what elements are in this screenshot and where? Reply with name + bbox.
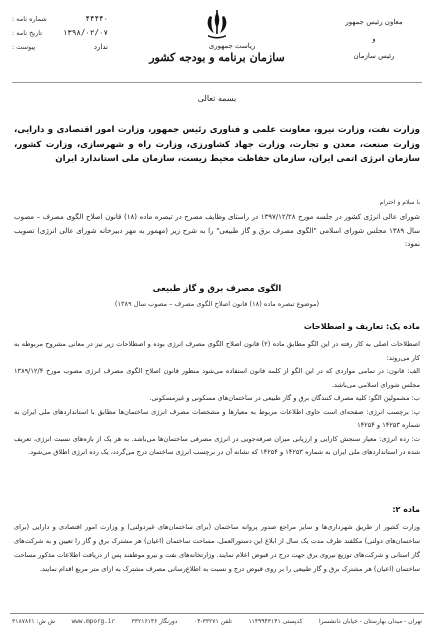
document-subtitle: (موضوع تبصره ماده (۱۸) قانون اصلاح الگوی مصرف – مصوب سال ۱۳۸۹)	[114, 300, 320, 308]
definition-pe: پ: برچسب انرژی: صفحه‌ای است حاوی اطلاعات مربوط به معیارها و مشخصات مصرف انرژی ساختمان‌ها مطابق با استانداردهای ملی ایران به شماره ۱۴۲۵۳ و ۱۴۲۵۴	[14, 407, 420, 429]
definition-be: ب: مشمولین الگو: کلیه مصرف کنندگان برق و گاز طبیعی در ساختمان‌های مسکونی و غیرمسکونی.	[149, 394, 420, 402]
vp-line-3: رئیس سازمان	[353, 52, 395, 60]
footer-doc-id: ش ش: ۳۱۸۷۸۶۱	[12, 618, 56, 625]
addressees: وزارت نفت، وزارت نیرو، معاونت علمی و فناوری رئیس جمهور، وزارت امور اقتصادی و دارایی، وزارت صنعت، معدن و تجارت، وزارت جهاد کشاورزی، وزارت راه و شهرسازی، وزارت کشور، سازمان انرژی اتمی ایران، سازمان حفاظت محیط زیست، سازمان ملی استاندارد ایران	[14, 125, 420, 164]
intro-paragraph: شورای عالی انرژی کشور در جلسه مورخ ۱۳۹۷/۱۲/۲۸ در راستای وظایف مصرح در تبصره ماده (۱۸) قانون اصلاح الگوی مصرف – مصوب سال ۱۳۸۹ مجلس شورای اسلامی "الگوی مصرف برق و گاز طبیعی" را به شرح زیر (مهمور به مهر دبیرخانه شورای عالی انرژی) تصویب نمود:	[14, 213, 420, 249]
meta-date-row	[12, 26, 108, 40]
section-1-body	[14, 338, 420, 460]
meta-number-row	[12, 12, 108, 26]
definition-te: ت: رده انرژی: معیار سنجش کارایی و ارزیابی میزان صرفه‌جویی در انرژی مصرفی ساختمان‌ها می‌باشد. به هر یک از بازه‌های نسبت انرژی، تعریف شده در استانداردهای ملی ایران به شماره ۱۴۲۵۳ و ۱۴۲۵۴ که نشانه آن در برچسب انرژی ساختمان درج می‌گردد، یک رده انرژی اطلاق می‌شود.	[14, 434, 420, 456]
footer	[0, 618, 434, 625]
section-1-heading: ماده یک: تعاریف و اصطلاحات	[303, 322, 420, 331]
letter-attachment: ندارد	[93, 43, 108, 51]
section-2-heading: ماده ۲:	[392, 505, 420, 514]
letter-number: ۴۴۴۴۰	[85, 14, 108, 23]
footer-divider	[10, 613, 424, 614]
document-title: الگوی مصرف برق و گاز طبیعی	[152, 283, 282, 293]
letter-date: ۱۳۹۸/۰۲/۰۷	[62, 28, 108, 37]
org-subtitle: ریاست جمهوری	[208, 42, 256, 50]
org-name: سازمان برنامه و بودجه کشور	[149, 51, 285, 64]
footer-fax: دورنگار ۳۳۲۱۶۱۴۶	[131, 618, 178, 625]
footer-postal: کدپستی ۱۱۴۹۹۴۳۱۴۱	[248, 618, 303, 625]
definition-alef: الف: قانون: در تمامی مواردی که در این الگو از کلمه قانون استفاده می‌شود منظور قانون اصلاح الگوی مصرف انرژی مصوب مورخ ۱۳۸۹/۱۲/۴ مجلس شورای اسلامی می‌باشد.	[14, 367, 420, 389]
section-2-body: وزارت کشور از طریق شهرداری‌ها و سایر مراجع صدور پروانه ساختمان (برای ساختمان‌های غیردولتی) و وزارت امور اقتصادی و دارایی (برای ساختمان‌های دولتی) مکلفند ظرف مدت یک سال از ابلاغ این دستورالعمل، مساحت ساختمان (اعیان) هر مشترک برق و گاز را تعیین و به شرکت‌های گاز استانی و شرکت‌های توزیع نیروی برق جهت درج در قبوض اعلام نمایند. وزارتخانه‌های نفت و نیرو موظفند پس از دریافت اطلاعات مذکور مساحت ساختمان (اعیان) هر مشترک برق و گاز طبیعی را بر روی قبوض درج و نسبت به اطلاع‌رسانی مصرف مشترک به ازای متر مربع اقدام نمایند.	[14, 523, 420, 574]
bismillah: بسمه تعالی	[197, 94, 237, 103]
section-1-intro: اصطلاحات اصلی به کار رفته در این الگو مطابق ماده (۲) قانون اصلاح الگوی مصرف انرژی بوده و اصطلاحات زیر نیز در معانی مشروح مربوطه به کار می‌روند:	[14, 340, 420, 362]
footer-website[interactable]: www.mporg.ir	[71, 618, 115, 625]
letter-number-label: شماره نامه :	[12, 15, 47, 23]
salutation: با سلام و احترام	[379, 199, 420, 206]
header-divider	[12, 82, 422, 83]
footer-phone: تلفن ۳۳۲۷۱-۰۴	[193, 618, 232, 625]
iran-emblem-icon	[202, 9, 232, 41]
letter-attachment-label: پیوست :	[12, 43, 36, 51]
vp-line-1: معاون رئیس جمهور	[345, 18, 403, 26]
letter-date-label: تاریخ نامه :	[12, 29, 43, 37]
footer-address: تهران - میدان بهارستان - خیابان دانشسرا	[318, 618, 422, 625]
vp-line-2: و	[372, 35, 376, 43]
vp-title	[328, 14, 420, 65]
